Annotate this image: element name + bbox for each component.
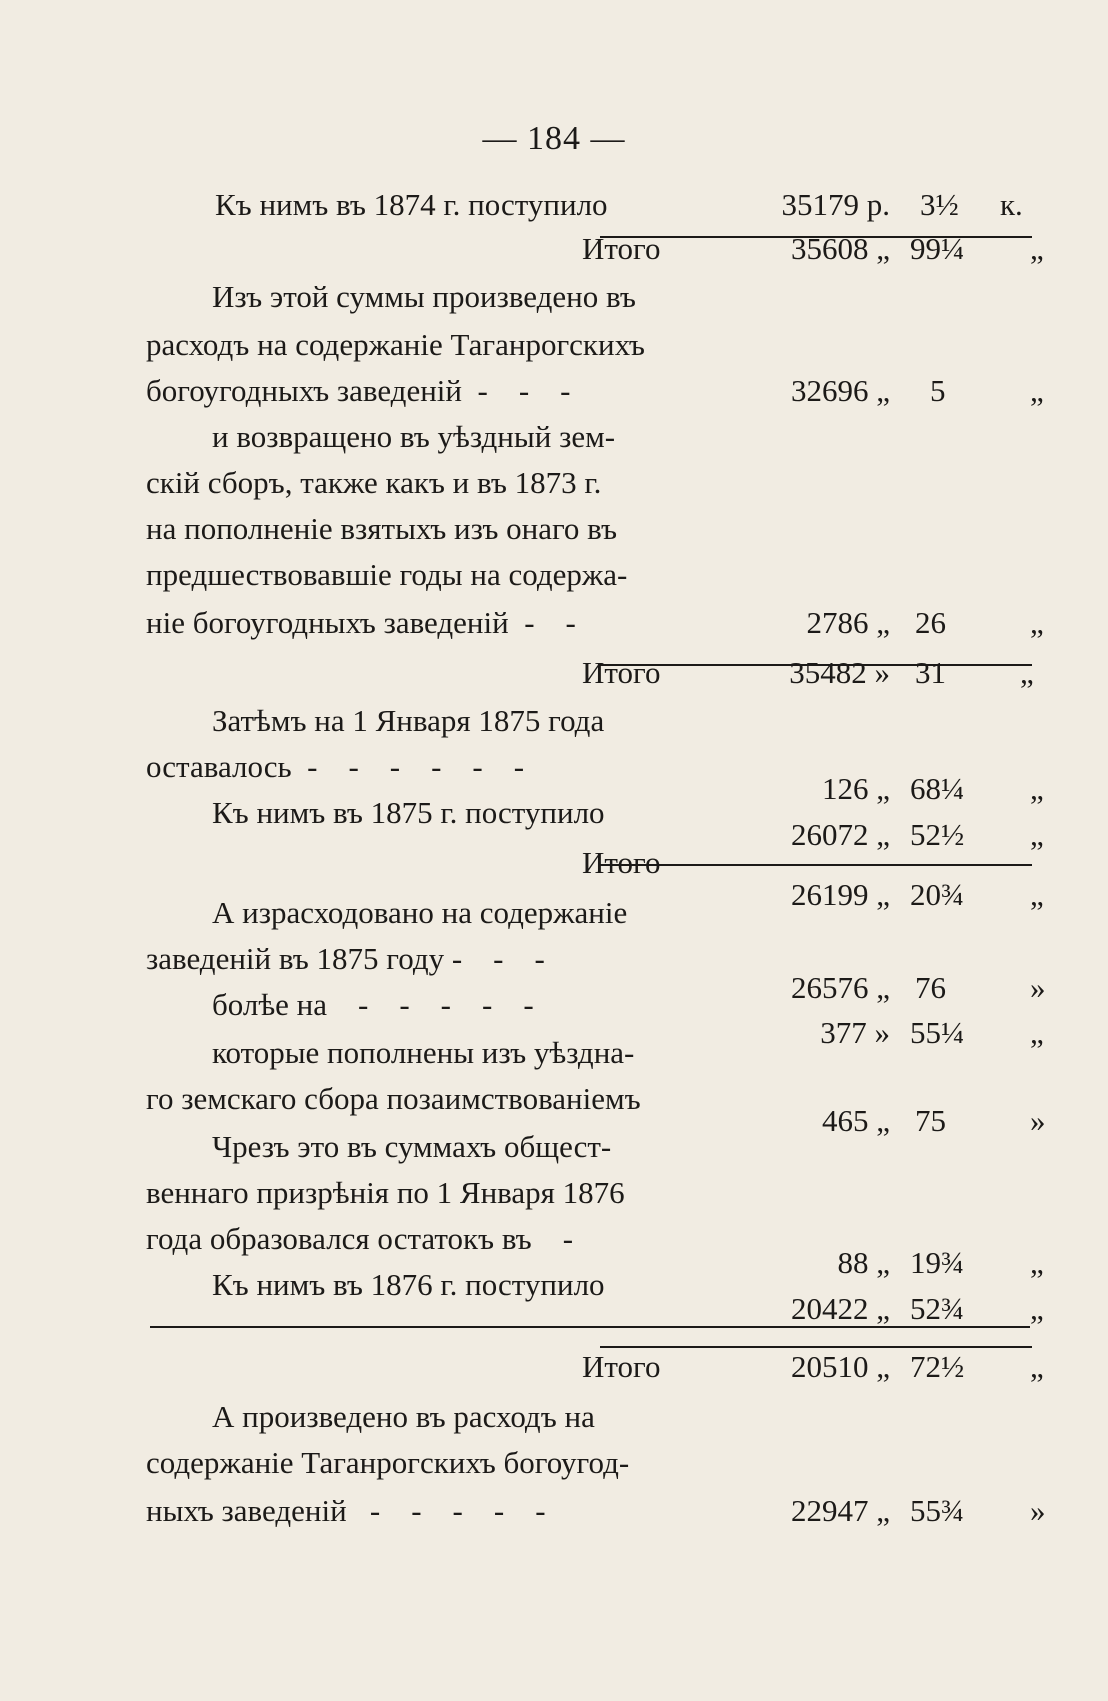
amount-kopecks: 31 xyxy=(915,655,946,690)
text-line: скій сборъ, также какъ и въ 1873 г. xyxy=(146,465,602,500)
text-line: года образовался остатокъ въ - xyxy=(146,1221,574,1256)
text-line: А произведено въ расходъ на xyxy=(212,1399,595,1434)
amount-unit: „ xyxy=(1030,1349,1044,1384)
text-line: веннаго призрѣнія по 1 Января 1876 xyxy=(146,1175,625,1210)
amount-unit: „ xyxy=(1030,605,1044,640)
amount-kopecks: 52½ xyxy=(910,817,965,852)
text-line: содержаніе Таганрогскихъ богоугод- xyxy=(146,1445,630,1480)
amount-kopecks: 52¾ xyxy=(910,1291,965,1326)
text-line: А израсходовано на содержаніе xyxy=(212,895,628,930)
total-label: Итого xyxy=(582,1349,661,1384)
sum-rule xyxy=(150,1326,1030,1328)
amount-unit: „ xyxy=(1030,817,1044,852)
amount-kopecks: 19¾ xyxy=(910,1245,965,1280)
text-line: Къ нимъ въ 1875 г. поступило xyxy=(212,795,605,830)
amount-unit: к. xyxy=(1000,187,1023,222)
amount-kopecks: 68¼ xyxy=(910,771,965,806)
total-label: Итого xyxy=(582,231,661,266)
amount-unit: » xyxy=(1030,1493,1046,1528)
text-line: на пополненіе взятыхъ изъ онаго въ xyxy=(146,511,618,546)
amount-rubles: 35482 » xyxy=(789,655,890,690)
text-line: Чрезъ это въ суммахъ общест- xyxy=(212,1129,612,1164)
text-line: го земскаго сбора позаимствованіемъ xyxy=(146,1081,641,1116)
amount-unit: „ xyxy=(1030,231,1044,266)
amount-rubles: 20422 „ xyxy=(790,1291,890,1326)
text-line: ныхъ заведеній - - - - - xyxy=(146,1493,546,1528)
amount-unit: „ xyxy=(1030,771,1044,806)
text-line: которые пополнены изъ уѣздна- xyxy=(212,1035,635,1070)
amount-unit: „ xyxy=(1020,655,1034,690)
text-line: Изъ этой суммы произведено въ xyxy=(212,279,636,314)
amount-kopecks: 72½ xyxy=(910,1349,965,1384)
total-label: Итого xyxy=(582,845,661,880)
amount-kopecks: 99¼ xyxy=(910,231,965,266)
text-line: заведеній въ 1875 году - - - xyxy=(146,941,545,976)
page-number: — 184 — xyxy=(482,120,626,157)
text-line: ніе богоугодныхъ заведеній - - xyxy=(146,605,576,640)
amount-kopecks: 26 xyxy=(915,605,946,640)
amount-kopecks: 55¾ xyxy=(910,1493,965,1528)
amount-rubles: 126 „ xyxy=(821,771,890,806)
total-label: Итого xyxy=(582,655,661,690)
amount-unit: „ xyxy=(1030,373,1044,408)
sum-rule xyxy=(600,1346,1032,1348)
amount-rubles: 35608 „ xyxy=(790,231,890,266)
amount-rubles: 2786 „ xyxy=(806,605,890,640)
amount-unit: „ xyxy=(1030,1015,1044,1050)
amount-rubles: 377 » xyxy=(820,1015,890,1050)
amount-unit: „ xyxy=(1030,1245,1044,1280)
amount-rubles: 26199 „ xyxy=(790,877,890,912)
text-line: болѣе на - - - - - xyxy=(212,987,534,1022)
sum-rule xyxy=(600,664,1032,666)
amount-kopecks: 20¾ xyxy=(910,877,965,912)
amount-rubles: 26576 „ xyxy=(790,970,890,1005)
text-line: Къ нимъ въ 1874 г. поступило xyxy=(215,187,608,222)
text-line: Затѣмъ на 1 Января 1875 года xyxy=(212,703,605,738)
amount-rubles: 465 „ xyxy=(821,1103,890,1138)
amount-kopecks: 76 xyxy=(915,970,946,1005)
text-line: и возвращено въ уѣздный зем- xyxy=(212,419,616,454)
text-line: оставалось - - - - - - xyxy=(146,749,525,784)
amount-kopecks: 55¼ xyxy=(910,1015,965,1050)
amount-unit: „ xyxy=(1030,1291,1044,1326)
amount-unit: » xyxy=(1030,1103,1046,1138)
text-line: предшествовавшіе годы на содержа- xyxy=(146,557,628,592)
text-line: расходъ на содержаніе Таганрогскихъ xyxy=(146,327,645,362)
amount-kopecks: 3½ xyxy=(920,187,959,222)
text-line: богоугодныхъ заведеній - - - xyxy=(146,373,571,408)
amount-rubles: 88 „ xyxy=(837,1245,890,1280)
amount-kopecks: 5 xyxy=(930,373,946,408)
amount-rubles: 32696 „ xyxy=(790,373,890,408)
amount-unit: „ xyxy=(1030,877,1044,912)
amount-rubles: 22947 „ xyxy=(790,1493,890,1528)
amount-rubles: 26072 „ xyxy=(790,817,890,852)
amount-rubles: 20510 „ xyxy=(790,1349,890,1384)
sum-rule xyxy=(600,236,1032,238)
amount-kopecks: 75 xyxy=(915,1103,946,1138)
amount-rubles: 35179 р. xyxy=(781,187,890,222)
amount-unit: » xyxy=(1030,970,1046,1005)
sum-rule xyxy=(600,864,1032,866)
text-line: Къ нимъ въ 1876 г. поступило xyxy=(212,1267,605,1302)
